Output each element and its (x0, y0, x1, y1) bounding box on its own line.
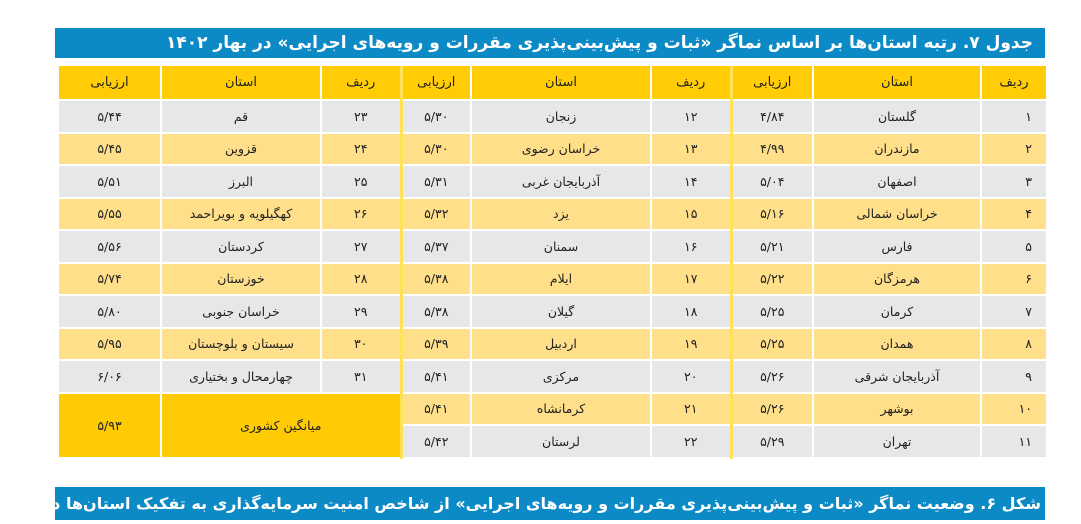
province-cell: البرز (161, 165, 321, 198)
province-cell: مازندران (813, 133, 981, 166)
rank-cell: ۷ (981, 295, 1046, 328)
table-row (58, 393, 1046, 426)
score-cell: ۵/۲۶ (731, 393, 813, 426)
rank-cell: ۲۹ (321, 295, 401, 328)
header-rank: ردیف (651, 66, 731, 100)
header-rank: ردیف (981, 66, 1046, 100)
score-cell: ۵/۳۸ (401, 263, 471, 296)
rank-cell: ۲۵ (321, 165, 401, 198)
province-ranking-table (57, 66, 1046, 459)
score-cell: ۵/۳۰ (401, 100, 471, 133)
province-cell: سمنان (471, 230, 651, 263)
score-cell: ۵/۳۲ (401, 198, 471, 231)
rank-cell: ۳ (981, 165, 1046, 198)
figure-caption: شکل ۶. وضعیت نماگر «ثبات و پیش‌بینی‌پذیری مقررات و رویه‌های اجرایی» از شاخص امنیت سرمایه‌گذاری به تفکیک استان‌ها در بهار (55, 487, 1045, 520)
rank-cell: ۱۳ (651, 133, 731, 166)
rank-cell: ۲۰ (651, 360, 731, 393)
score-cell: ۶/۰۶ (58, 360, 161, 393)
score-cell: ۵/۲۱ (731, 230, 813, 263)
score-cell: ۵/۳۱ (401, 165, 471, 198)
rank-cell: ۱۸ (651, 295, 731, 328)
province-cell: اصفهان (813, 165, 981, 198)
score-cell: ۵/۳۹ (401, 328, 471, 361)
score-cell: ۵/۲۵ (731, 295, 813, 328)
province-cell: زنجان (471, 100, 651, 133)
header-score: ارزیابی (401, 66, 471, 100)
province-cell: مرکزی (471, 360, 651, 393)
header-province: استان (161, 66, 321, 100)
province-cell: گلستان (813, 100, 981, 133)
rank-cell: ۱۹ (651, 328, 731, 361)
province-cell: کردستان (161, 230, 321, 263)
province-cell: خراسان رضوی (471, 133, 651, 166)
rank-cell: ۳۰ (321, 328, 401, 361)
score-cell: ۵/۴۱ (401, 360, 471, 393)
rank-cell: ۲۲ (651, 425, 731, 458)
rank-cell: ۸ (981, 328, 1046, 361)
province-cell: خوزستان (161, 263, 321, 296)
province-cell: آذربایجان شرقی (813, 360, 981, 393)
table-title: جدول ۷. رتبه استان‌ها بر اساس نماگر «ثبات و پیش‌بینی‌پذیری مقررات و رویه‌های اجرایی» در بهار ۱۴۰۲ (55, 28, 1045, 58)
table-row (58, 133, 1046, 166)
rank-cell: ۵ (981, 230, 1046, 263)
province-cell: کرمان (813, 295, 981, 328)
province-cell: سیستان و بلوچستان (161, 328, 321, 361)
header-score: ارزیابی (58, 66, 161, 100)
rank-cell: ۲ (981, 133, 1046, 166)
header-row (58, 66, 1046, 100)
header-rank: ردیف (321, 66, 401, 100)
national-average-score: ۵/۹۳ (58, 393, 161, 458)
rank-cell: ۱۱ (981, 425, 1046, 458)
score-cell: ۵/۸۰ (58, 295, 161, 328)
header-province: استان (471, 66, 651, 100)
province-cell: قم (161, 100, 321, 133)
national-average-label: میانگین کشوری (161, 393, 401, 458)
score-cell: ۵/۵۵ (58, 198, 161, 231)
province-cell: گیلان (471, 295, 651, 328)
score-cell: ۵/۴۵ (58, 133, 161, 166)
table-row (58, 295, 1046, 328)
rank-cell: ۲۳ (321, 100, 401, 133)
score-cell: ۵/۲۶ (731, 360, 813, 393)
province-cell: آذربایجان غربی (471, 165, 651, 198)
rank-cell: ۱ (981, 100, 1046, 133)
score-cell: ۵/۴۴ (58, 100, 161, 133)
score-cell: ۵/۴۲ (401, 425, 471, 458)
score-cell: ۵/۵۶ (58, 230, 161, 263)
province-cell: خراسان جنوبی (161, 295, 321, 328)
table-row (58, 165, 1046, 198)
score-cell: ۵/۵۱ (58, 165, 161, 198)
table-row (58, 328, 1046, 361)
header-province: استان (813, 66, 981, 100)
score-cell: ۵/۰۴ (731, 165, 813, 198)
province-cell: یزد (471, 198, 651, 231)
province-cell: ایلام (471, 263, 651, 296)
table-row (58, 360, 1046, 393)
rank-cell: ۲۶ (321, 198, 401, 231)
province-cell: چهارمحال و بختیاری (161, 360, 321, 393)
province-cell: همدان (813, 328, 981, 361)
rank-cell: ۲۷ (321, 230, 401, 263)
province-cell: هرمزگان (813, 263, 981, 296)
table-row (58, 198, 1046, 231)
score-cell: ۵/۳۸ (401, 295, 471, 328)
rank-cell: ۱۴ (651, 165, 731, 198)
province-cell: لرستان (471, 425, 651, 458)
rank-cell: ۲۱ (651, 393, 731, 426)
province-cell: اردبیل (471, 328, 651, 361)
rank-cell: ۱۰ (981, 393, 1046, 426)
header-score: ارزیابی (731, 66, 813, 100)
score-cell: ۵/۲۵ (731, 328, 813, 361)
rank-cell: ۱۲ (651, 100, 731, 133)
province-cell: تهران (813, 425, 981, 458)
score-cell: ۴/۹۹ (731, 133, 813, 166)
rank-cell: ۲۴ (321, 133, 401, 166)
rank-cell: ۲۸ (321, 263, 401, 296)
province-cell: کرمانشاه (471, 393, 651, 426)
score-cell: ۴/۸۴ (731, 100, 813, 133)
table-row (58, 263, 1046, 296)
rank-cell: ۱۷ (651, 263, 731, 296)
rank-cell: ۱۵ (651, 198, 731, 231)
score-cell: ۵/۹۵ (58, 328, 161, 361)
rank-cell: ۱۶ (651, 230, 731, 263)
score-cell: ۵/۲۲ (731, 263, 813, 296)
rank-cell: ۶ (981, 263, 1046, 296)
rank-cell: ۴ (981, 198, 1046, 231)
province-cell: قزوین (161, 133, 321, 166)
province-cell: کهگیلویه و بویراحمد (161, 198, 321, 231)
score-cell: ۵/۷۴ (58, 263, 161, 296)
province-cell: خراسان شمالی (813, 198, 981, 231)
score-cell: ۵/۱۶ (731, 198, 813, 231)
score-cell: ۵/۲۹ (731, 425, 813, 458)
rank-cell: ۹ (981, 360, 1046, 393)
table-row (58, 230, 1046, 263)
score-cell: ۵/۳۰ (401, 133, 471, 166)
province-cell: فارس (813, 230, 981, 263)
province-cell: بوشهر (813, 393, 981, 426)
score-cell: ۵/۳۷ (401, 230, 471, 263)
table-row (58, 100, 1046, 133)
rank-cell: ۳۱ (321, 360, 401, 393)
score-cell: ۵/۴۱ (401, 393, 471, 426)
